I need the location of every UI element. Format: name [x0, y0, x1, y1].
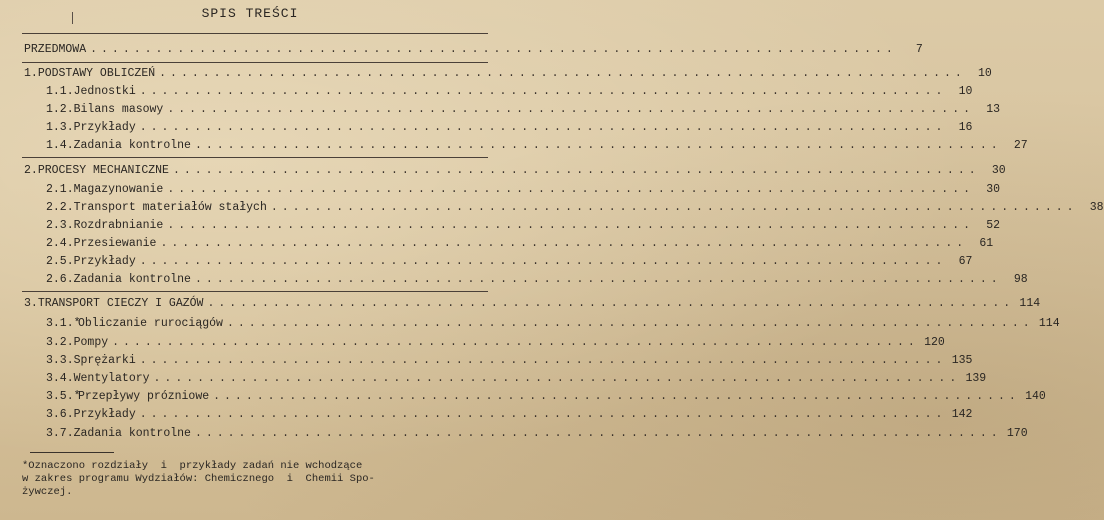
leader-dots: ..........................................................................: [270, 201, 1078, 214]
toc-section-3-5: [46, 389, 1046, 405]
toc-entry-number: 1.4.: [46, 139, 74, 152]
leader-dots: ..........................................................................: [139, 85, 947, 98]
leader-dots: ..........................................................................: [160, 237, 968, 250]
toc-entry-page: 13: [986, 103, 1001, 116]
toc-entry-label: TRANSPORT CIECZY I GAZÓW: [37, 297, 204, 310]
toc-entry-label: Przesiewanie: [73, 237, 157, 250]
toc-entry-label: PODSTAWY OBLICZEŃ: [37, 67, 156, 80]
toc-entry-number: 3.4.: [46, 372, 74, 385]
toc-chapter-3: [24, 296, 1041, 312]
divider-1: [22, 62, 488, 63]
divider-top: [22, 33, 488, 34]
toc-entry-label: Pompy: [73, 336, 109, 349]
toc-entry-page: 27: [1013, 139, 1028, 152]
leader-dots: ..........................................................................: [226, 317, 1034, 330]
toc-entry-page: 135: [951, 354, 973, 367]
toc-chapter-2: [24, 163, 1006, 179]
toc-entry-page: 30: [986, 183, 1001, 196]
toc-section-1-4: [46, 138, 1028, 154]
toc-entry-label: Przepływy prózniowe: [78, 390, 210, 403]
page-title: SPIS TREŚCI: [201, 6, 299, 21]
toc-entry-number: 1.3.: [46, 121, 74, 134]
leader-dots: ..........................................................................: [139, 408, 947, 421]
leader-dots: ..........................................................................: [159, 67, 966, 80]
divider-3: [22, 291, 488, 292]
toc-entry-page: 16: [958, 121, 973, 134]
toc-section-2-4: [46, 236, 994, 252]
toc-entry-label: Sprężarki: [73, 354, 136, 367]
leader-dots: ..........................................................................: [139, 121, 947, 134]
toc-entry-number: 1.1.: [46, 85, 74, 98]
toc-section-3-2: [46, 335, 945, 351]
leader-dots: ..........................................................................: [172, 164, 980, 177]
toc-section-1-3: [46, 120, 973, 136]
toc-entry-page: 10: [958, 85, 973, 98]
divider-2: [22, 157, 488, 158]
toc-section-2-3: [46, 218, 1001, 234]
toc-section-3-4: [46, 371, 987, 387]
leader-dots: ..........................................................................: [167, 183, 975, 196]
toc-entry-number: 2.6.: [46, 273, 74, 286]
toc-section-1-2: [46, 102, 1001, 118]
leader-dots: ..........................................................................: [153, 372, 961, 385]
toc-entry-number: 3.7.: [46, 427, 74, 440]
toc-chapter-1: [24, 66, 992, 82]
leader-dots: ..........................................................................: [139, 354, 947, 367]
toc-entry-number: 3.2.: [46, 336, 74, 349]
leader-dots: ..........................................................................: [139, 255, 947, 268]
toc-entry-label: Zadania kontrolne: [73, 427, 191, 440]
toc-entry-number: 2.1.: [46, 183, 74, 196]
toc-entry-page: 98: [1013, 273, 1028, 286]
toc-entry-label: PROCESY MECHANICZNE: [37, 164, 169, 177]
toc-entry-number: 2.: [24, 164, 38, 177]
leader-dots: ..........................................................................: [112, 336, 919, 349]
toc-entry-label: Wentylatory: [73, 372, 150, 385]
toc-entry-page: 38: [1089, 201, 1104, 214]
toc-entry-number: 2.2.: [46, 201, 74, 214]
leader-dots: ..........................................................................: [167, 219, 975, 232]
toc-entry-page: 140: [1025, 390, 1046, 403]
toc-entry-page: 170: [1006, 427, 1028, 440]
toc-entry-label: Rozdrabnianie: [73, 219, 164, 232]
toc-entry-label: Transport materiałów stałych: [73, 201, 267, 214]
toc-entry-page: 10: [978, 67, 992, 80]
leader-dots: ..........................................................................: [194, 273, 1002, 286]
toc-entry-label: Zadania kontrolne: [73, 273, 191, 286]
toc-entry-page: 114: [1038, 317, 1060, 330]
footnote: *Oznaczono rozdziały i przykłady zadań nie wchodzące w zakres programu Wydziałów: Chemicznego i Chemii Spo- żywczej.: [22, 460, 375, 498]
toc-entry-label: Jednostki: [73, 85, 136, 98]
toc-section-2-2: [46, 200, 1104, 216]
toc-entry-label: Przykłady: [73, 255, 136, 268]
toc-entry-page: 142: [951, 408, 973, 421]
toc-entry-label: Magazynowanie: [73, 183, 164, 196]
toc-entry-number: 2.3.: [46, 219, 74, 232]
toc-entry-page: 139: [965, 372, 987, 385]
leader-dots: ..........................................................................: [90, 43, 897, 56]
toc-entry-preface: [24, 42, 923, 58]
toc-entry-label: Przykłady: [73, 121, 136, 134]
leader-dots: ..........................................................................: [194, 427, 1002, 440]
toc-entry-number: 2.4.: [46, 237, 74, 250]
toc-section-3-1: [46, 316, 1060, 332]
footnote-rule: [30, 452, 114, 453]
toc-entry-page: 52: [986, 219, 1001, 232]
toc-entry-label: Obliczanie rurociągów: [78, 317, 223, 330]
toc-entry-page: 120: [924, 336, 945, 349]
toc-entry-label: Zadania kontrolne: [73, 139, 191, 152]
toc-entry-number: 3.: [24, 297, 38, 310]
toc-entry-page: 61: [979, 237, 994, 250]
toc-entry-label: Bilans masowy: [73, 103, 164, 116]
toc-entry-number: 2.5.: [46, 255, 74, 268]
toc-entry-page: 114: [1019, 297, 1041, 310]
toc-section-2-5: [46, 254, 973, 270]
toc-entry-number: 3.3.: [46, 354, 74, 367]
toc-entry-page: 67: [958, 255, 973, 268]
toc-entry-page: 30: [991, 164, 1006, 177]
leader-dots: ..........................................................................: [213, 390, 1020, 403]
toc-entry-number: 3.5.*: [46, 390, 81, 403]
leader-dots: ..........................................................................: [167, 103, 975, 116]
toc-section-3-7: [46, 426, 1028, 442]
leader-dots: ..........................................................................: [194, 139, 1002, 152]
toc-entry-number: 3.1.*: [46, 317, 81, 330]
toc-section-2-6: [46, 272, 1028, 288]
toc-section-3-6: [46, 407, 973, 423]
toc-entry-page: 7: [915, 43, 923, 56]
toc-section-3-3: [46, 353, 973, 369]
toc-section-2-1: [46, 182, 1001, 198]
toc-entry-number: 1.: [24, 67, 38, 80]
toc-entry-label: Przykłady: [73, 408, 136, 421]
leader-dots: ..........................................................................: [207, 297, 1015, 310]
toc-entry-number: 3.6.: [46, 408, 74, 421]
toc-section-1-1: [46, 84, 973, 100]
toc-entry-number: 1.2.: [46, 103, 74, 116]
toc-entry-label: PRZEDMOWA: [24, 43, 87, 56]
